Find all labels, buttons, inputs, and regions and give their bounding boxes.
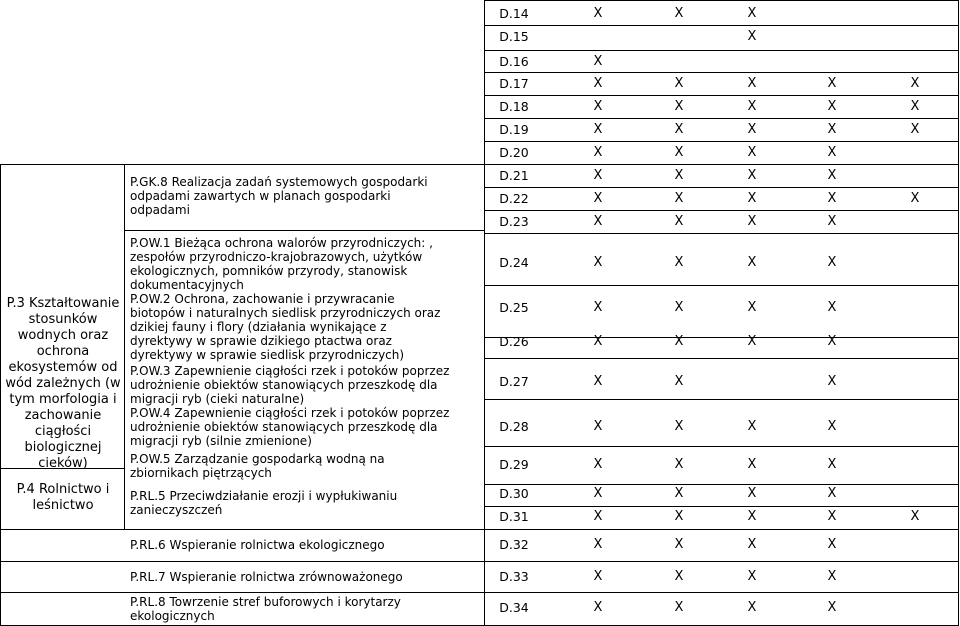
x-mark: X: [674, 509, 684, 524]
row-divider: [484, 164, 959, 165]
d-code: D.23: [499, 214, 529, 229]
d-code: D.21: [499, 168, 529, 183]
x-mark: X: [747, 29, 757, 44]
x-mark: X: [674, 374, 684, 389]
x-mark: X: [747, 255, 757, 270]
x-mark: X: [827, 457, 837, 472]
category-p3: P.3 Kształtowanie stosunków wodnych oraz ochrona ekosystemów od wód zależnych (w tym morfologia i zachowanie ciągłości biologicznej cieków): [5, 296, 121, 471]
row-divider: [484, 358, 959, 359]
d-code: D.14: [499, 6, 529, 21]
action-pgk8: P.GK.8 Realizacja zadań systemowych gospodarki odpadami zawartych w planach gospodarki odpadami: [130, 175, 428, 217]
d-code: D.25: [499, 300, 529, 315]
x-mark: X: [593, 145, 603, 160]
x-mark: X: [827, 76, 837, 91]
x-mark: X: [593, 99, 603, 114]
x-mark: X: [674, 600, 684, 615]
x-mark: X: [747, 191, 757, 206]
x-mark: X: [747, 486, 757, 501]
x-mark: X: [593, 600, 603, 615]
d-code: D.26: [499, 334, 529, 349]
row-divider: [484, 484, 959, 485]
x-mark: X: [827, 600, 837, 615]
d-code: D.20: [499, 145, 529, 160]
table-border-right: [958, 0, 959, 626]
x-mark: X: [827, 145, 837, 160]
row-divider: [0, 164, 484, 165]
d-code: D.33: [499, 569, 529, 584]
action-pow4: P.OW.4 Zapewnienie ciągłości rzek i potoków poprzez udrożnienie obiektów stanowiących przeszkodę dla migracji ryb (silnie zmienione): [130, 406, 450, 448]
x-mark: X: [827, 168, 837, 183]
x-mark: X: [593, 300, 603, 315]
d-code: D.28: [499, 419, 529, 434]
x-mark: X: [827, 374, 837, 389]
x-mark: X: [747, 99, 757, 114]
x-mark: X: [593, 537, 603, 552]
row-divider: [484, 25, 959, 26]
x-mark: X: [674, 145, 684, 160]
x-mark: X: [593, 168, 603, 183]
d-code: D.17: [499, 76, 529, 91]
x-mark: X: [910, 122, 920, 137]
x-mark: X: [674, 486, 684, 501]
row-divider: [484, 506, 959, 507]
x-mark: X: [827, 509, 837, 524]
x-mark: X: [674, 419, 684, 434]
x-mark: X: [674, 300, 684, 315]
row-divider: [484, 72, 959, 73]
x-mark: X: [827, 122, 837, 137]
d-code: D.24: [499, 255, 529, 270]
x-mark: X: [910, 99, 920, 114]
d-code: D.29: [499, 457, 529, 472]
x-mark: X: [674, 569, 684, 584]
x-mark: X: [827, 419, 837, 434]
x-mark: X: [593, 54, 603, 69]
row-divider: [484, 210, 959, 211]
row-divider: [484, 399, 959, 400]
category-p4: P.4 Rolnictwo i leśnictwo: [16, 482, 110, 513]
row-divider: [484, 187, 959, 188]
x-mark: X: [593, 255, 603, 270]
x-mark: X: [910, 509, 920, 524]
x-mark: X: [827, 334, 837, 349]
row-divider: [0, 592, 484, 593]
table-border-top: [484, 0, 959, 1]
d-code: D.18: [499, 99, 529, 114]
d-code: D.15: [499, 29, 529, 44]
row-divider: [484, 50, 959, 51]
row-divider: [484, 561, 959, 562]
action-prl8: P.RL.8 Towrzenie stref buforowych i korytarzy ekologicznych: [130, 595, 401, 623]
d-code: D.34: [499, 600, 529, 615]
x-mark: X: [827, 99, 837, 114]
x-mark: X: [747, 334, 757, 349]
row-divider: [484, 233, 959, 234]
row-divider: [484, 141, 959, 142]
x-mark: X: [747, 76, 757, 91]
x-mark: X: [593, 419, 603, 434]
action-prl5: P.RL.5 Przeciwdziałanie erozji i wypłukiwaniu zanieczyszczeń: [130, 489, 398, 517]
d-code: D.16: [499, 54, 529, 69]
x-mark: X: [593, 191, 603, 206]
x-mark: X: [593, 334, 603, 349]
row-divider: [124, 230, 484, 231]
x-mark: X: [747, 537, 757, 552]
x-mark: X: [747, 419, 757, 434]
row-divider: [484, 95, 959, 96]
x-mark: X: [593, 509, 603, 524]
row-divider: [484, 446, 959, 447]
action-pow1: P.OW.1 Bieżąca ochrona walorów przyrodniczych: , zespołów przyrodniczo-krajobrazowych, użytków ekologicznych, pomników przyrody, stanowisk dokumentacyjnych: [130, 236, 433, 292]
row-divider: [484, 529, 959, 530]
x-mark: X: [747, 168, 757, 183]
x-mark: X: [674, 334, 684, 349]
x-mark: X: [747, 214, 757, 229]
action-pow2: P.OW.2 Ochrona, zachowanie i przywracanie biotopów i naturalnych siedlisk przyrodniczych oraz dzikiej fauny i flory (działania wynikające z dyrektywy w sprawie dzikiego ptactwa oraz dyrektywy w sprawie siedlisk przyrodniczych): [130, 292, 441, 362]
action-pow3: P.OW.3 Zapewnienie ciągłości rzek i potoków poprzez udrożnienie obiektów stanowiących przeszkodę dla migracji ryb (cieki naturalne): [130, 364, 450, 406]
x-mark: X: [747, 6, 757, 21]
x-mark: X: [674, 168, 684, 183]
x-mark: X: [747, 300, 757, 315]
x-mark: X: [593, 569, 603, 584]
x-mark: X: [593, 486, 603, 501]
d-code: D.19: [499, 122, 529, 137]
x-mark: X: [674, 537, 684, 552]
row-divider: [484, 592, 959, 593]
d-code: D.27: [499, 374, 529, 389]
d-code: D.31: [499, 509, 529, 524]
row-divider: [0, 561, 484, 562]
x-mark: X: [674, 76, 684, 91]
d-code: D.30: [499, 486, 529, 501]
x-mark: X: [910, 76, 920, 91]
column-divider: [484, 0, 485, 626]
x-mark: X: [827, 537, 837, 552]
x-mark: X: [747, 569, 757, 584]
x-mark: X: [827, 214, 837, 229]
x-mark: X: [827, 569, 837, 584]
d-code: D.22: [499, 191, 529, 206]
x-mark: X: [910, 191, 920, 206]
x-mark: X: [827, 255, 837, 270]
row-divider: [484, 337, 959, 338]
x-mark: X: [674, 6, 684, 21]
x-mark: X: [674, 122, 684, 137]
x-mark: X: [674, 214, 684, 229]
x-mark: X: [827, 486, 837, 501]
x-mark: X: [827, 300, 837, 315]
d-code: D.32: [499, 537, 529, 552]
row-divider: [484, 285, 959, 286]
x-mark: X: [593, 6, 603, 21]
x-mark: X: [674, 457, 684, 472]
x-mark: X: [593, 76, 603, 91]
x-mark: X: [674, 191, 684, 206]
x-mark: X: [747, 509, 757, 524]
action-prl7: P.RL.7 Wspieranie rolnictwa zrównoważonego: [130, 570, 403, 584]
x-mark: X: [593, 214, 603, 229]
row-divider: [0, 529, 484, 530]
x-mark: X: [593, 122, 603, 137]
row-divider: [484, 118, 959, 119]
table-border-left: [0, 164, 1, 626]
column-divider: [124, 164, 125, 529]
x-mark: X: [827, 191, 837, 206]
action-pow5: P.OW.5 Zarządzanie gospodarką wodną na zbiornikach piętrzących: [130, 452, 385, 480]
x-mark: X: [674, 99, 684, 114]
x-mark: X: [747, 145, 757, 160]
x-mark: X: [674, 255, 684, 270]
x-mark: X: [593, 374, 603, 389]
x-mark: X: [747, 122, 757, 137]
x-mark: X: [593, 457, 603, 472]
action-prl6: P.RL.6 Wspieranie rolnictwa ekologicznego: [130, 538, 385, 552]
x-mark: X: [747, 457, 757, 472]
x-mark: X: [747, 600, 757, 615]
